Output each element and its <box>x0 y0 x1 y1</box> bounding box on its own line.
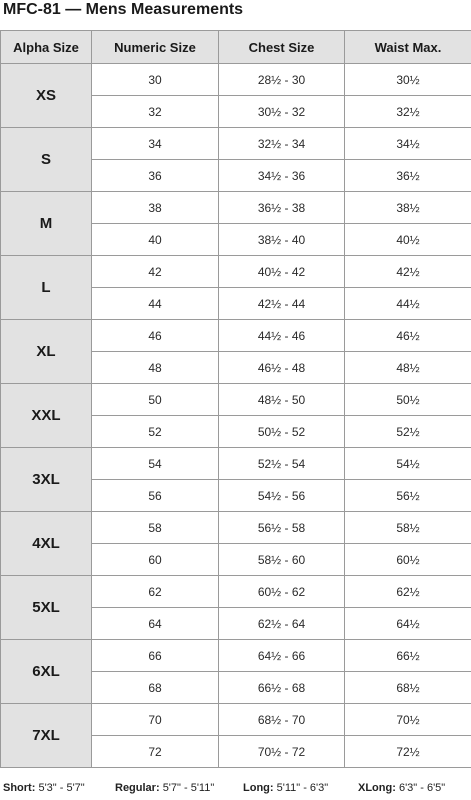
chest-size-cell: 38½ - 40 <box>219 224 345 256</box>
table-row <box>1 576 471 608</box>
table-row <box>1 448 471 480</box>
table-row <box>1 192 471 224</box>
legend-xlong-value: 6'3" - 6'5" <box>398 782 446 794</box>
legend-short-label: Short: <box>3 782 36 794</box>
numeric-size-cell: 70 <box>92 704 219 736</box>
chest-size-cell: 28½ - 30 <box>219 64 345 96</box>
waist-max-cell: 48½ <box>345 352 471 384</box>
numeric-size-cell: 66 <box>92 640 219 672</box>
numeric-size-cell: 54 <box>92 448 219 480</box>
waist-max-cell: 62½ <box>345 576 471 608</box>
legend-long <box>243 782 328 794</box>
alpha-size-cell: S <box>1 128 92 192</box>
table-row <box>1 640 471 672</box>
chest-size-cell: 46½ - 48 <box>219 352 345 384</box>
waist-max-cell: 64½ <box>345 608 471 640</box>
legend-xlong <box>358 782 445 794</box>
waist-max-cell: 38½ <box>345 192 471 224</box>
table-row <box>1 320 471 352</box>
legend-regular <box>115 782 214 794</box>
header-waist-max: Waist Max. <box>345 31 471 64</box>
chest-size-cell: 62½ - 64 <box>219 608 345 640</box>
alpha-size-cell: XXL <box>1 384 92 448</box>
chest-size-cell: 30½ - 32 <box>219 96 345 128</box>
chest-size-cell: 70½ - 72 <box>219 736 345 768</box>
page-title: MFC-81 — Mens Measurements <box>3 1 244 18</box>
waist-max-cell: 56½ <box>345 480 471 512</box>
legend-short-value: 5'3" - 5'7" <box>38 782 85 794</box>
waist-max-cell: 30½ <box>345 64 471 96</box>
table-row <box>1 384 471 416</box>
alpha-size-cell: 5XL <box>1 576 92 640</box>
chest-size-cell: 64½ - 66 <box>219 640 345 672</box>
alpha-size-cell: 3XL <box>1 448 92 512</box>
alpha-size-cell: 7XL <box>1 704 92 768</box>
inseam-length-legend <box>0 782 471 798</box>
waist-max-cell: 68½ <box>345 672 471 704</box>
waist-max-cell: 70½ <box>345 704 471 736</box>
legend-long-label: Long: <box>243 782 274 794</box>
chest-size-cell: 54½ - 56 <box>219 480 345 512</box>
numeric-size-cell: 48 <box>92 352 219 384</box>
waist-max-cell: 44½ <box>345 288 471 320</box>
numeric-size-cell: 42 <box>92 256 219 288</box>
chest-size-cell: 60½ - 62 <box>219 576 345 608</box>
legend-regular-value: 5'7" - 5'11" <box>162 782 215 794</box>
waist-max-cell: 72½ <box>345 736 471 768</box>
alpha-size-cell: L <box>1 256 92 320</box>
waist-max-cell: 66½ <box>345 640 471 672</box>
chest-size-cell: 52½ - 54 <box>219 448 345 480</box>
alpha-size-cell: M <box>1 192 92 256</box>
numeric-size-cell: 64 <box>92 608 219 640</box>
numeric-size-cell: 38 <box>92 192 219 224</box>
table-row <box>1 128 471 160</box>
chest-size-cell: 66½ - 68 <box>219 672 345 704</box>
numeric-size-cell: 50 <box>92 384 219 416</box>
chest-size-cell: 58½ - 60 <box>219 544 345 576</box>
numeric-size-cell: 58 <box>92 512 219 544</box>
alpha-size-cell: 6XL <box>1 640 92 704</box>
numeric-size-cell: 56 <box>92 480 219 512</box>
waist-max-cell: 52½ <box>345 416 471 448</box>
header-row <box>1 31 471 64</box>
numeric-size-cell: 60 <box>92 544 219 576</box>
chest-size-cell: 56½ - 58 <box>219 512 345 544</box>
waist-max-cell: 36½ <box>345 160 471 192</box>
table-row <box>1 704 471 736</box>
numeric-size-cell: 62 <box>92 576 219 608</box>
alpha-size-cell: XL <box>1 320 92 384</box>
chest-size-cell: 32½ - 34 <box>219 128 345 160</box>
numeric-size-cell: 30 <box>92 64 219 96</box>
numeric-size-cell: 68 <box>92 672 219 704</box>
waist-max-cell: 32½ <box>345 96 471 128</box>
waist-max-cell: 50½ <box>345 384 471 416</box>
table-row <box>1 64 471 96</box>
chest-size-cell: 40½ - 42 <box>219 256 345 288</box>
legend-regular-label: Regular: <box>115 782 160 794</box>
numeric-size-cell: 40 <box>92 224 219 256</box>
numeric-size-cell: 34 <box>92 128 219 160</box>
waist-max-cell: 42½ <box>345 256 471 288</box>
alpha-size-cell: XS <box>1 64 92 128</box>
legend-xlong-label: XLong: <box>358 782 396 794</box>
chest-size-cell: 34½ - 36 <box>219 160 345 192</box>
waist-max-cell: 58½ <box>345 512 471 544</box>
waist-max-cell: 60½ <box>345 544 471 576</box>
table-row <box>1 256 471 288</box>
chest-size-cell: 68½ - 70 <box>219 704 345 736</box>
table-row <box>1 512 471 544</box>
chest-size-cell: 48½ - 50 <box>219 384 345 416</box>
numeric-size-cell: 32 <box>92 96 219 128</box>
waist-max-cell: 34½ <box>345 128 471 160</box>
header-chest-size: Chest Size <box>219 31 345 64</box>
numeric-size-cell: 72 <box>92 736 219 768</box>
waist-max-cell: 54½ <box>345 448 471 480</box>
numeric-size-cell: 46 <box>92 320 219 352</box>
header-alpha-size: Alpha Size <box>1 31 92 64</box>
numeric-size-cell: 36 <box>92 160 219 192</box>
chest-size-cell: 36½ - 38 <box>219 192 345 224</box>
waist-max-cell: 40½ <box>345 224 471 256</box>
legend-short <box>3 782 85 794</box>
numeric-size-cell: 52 <box>92 416 219 448</box>
alpha-size-cell: 4XL <box>1 512 92 576</box>
waist-max-cell: 46½ <box>345 320 471 352</box>
chest-size-cell: 44½ - 46 <box>219 320 345 352</box>
numeric-size-cell: 44 <box>92 288 219 320</box>
chest-size-cell: 50½ - 52 <box>219 416 345 448</box>
chest-size-cell: 42½ - 44 <box>219 288 345 320</box>
legend-long-value: 5'11" - 6'3" <box>276 782 329 794</box>
header-numeric-size: Numeric Size <box>92 31 219 64</box>
size-chart-table <box>0 30 471 768</box>
